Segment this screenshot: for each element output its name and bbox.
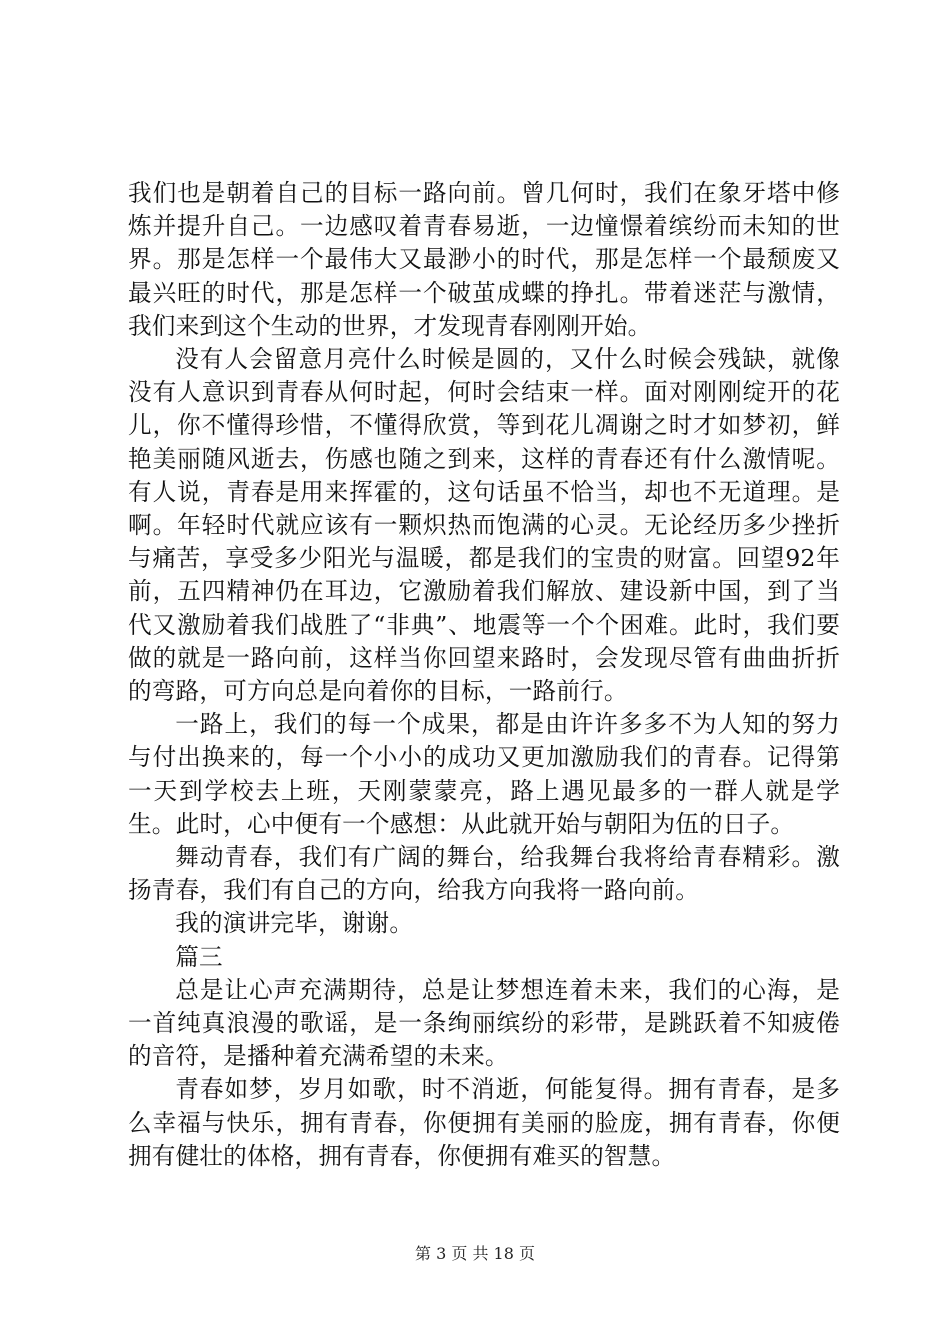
paragraph-5: 我的演讲完毕，谢谢。 [175,909,414,938]
paragraph-2: 没有人会留意月亮什么时候是圆的，又什么时候会残缺，就像没有人意识到青春从何时起，何时会结束一样。面对刚刚绽开的花儿，你不懂得珍惜，不懂得欣赏，等到花儿凋谢之时才如梦初，鲜艳美丽随风逝去，伤感也随之到来，这样的青春还有什么激情呢。有人说，青春是用来挥霍的，这句话虽不恰当，却也不无道理。是啊。年轻时代就应该有一颗炽热而饱满的心灵。无论经历多少挫折与痛苦，享受多少阳光与温暖，都是我们的宝贵的财富。回望92年前，五四精神仍在耳边，它激励着我们解放、建设新中国，到了当代又激励着我们战胜了“非典”、地震等一个个困难。此时，我们要做的就是一路向前，这样当你回望来路时，会发现尽管有曲曲折折的弯路，可方向总是向着你的目标，一路前行。 [128,345,840,706]
paragraph-3: 一路上，我们的每一个成果，都是由许许多多不为人知的努力与付出换来的，每一个小小的成功又更加激励我们的青春。记得第一天到学校去上班，天刚蒙蒙亮，路上遇见最多的一群人就是学生。此时，心中便有一个感想：从此就开始与朝阳为伍的日子。 [128,710,840,838]
page-footer: 第 3 页 共 18 页 [415,1244,535,1263]
paragraph-4: 舞动青春，我们有广阔的舞台，给我舞台我将给青春精彩。激扬青春，我们有自己的方向，给我方向我将一路向前。 [128,843,840,905]
section-heading: 篇三 [175,942,223,971]
paragraph-6: 总是让心声充满期待，总是让梦想连着未来，我们的心海，是一首纯真浪漫的歌谣，是一条绚丽缤纷的彩带，是跳跃着不知疲倦的音符，是播种着充满希望的未来。 [128,975,840,1071]
paragraph-1: 我们也是朝着自己的目标一路向前。曾几何时，我们在象牙塔中修炼并提升自己。一边感叹着青春易逝，一边憧憬着缤纷而未知的世界。那是怎样一个最伟大又最渺小的时代，那是怎样一个最颓废又最兴旺的时代，那是怎样一个破茧成蝶的挣扎。带着迷茫与激情，我们来到这个生动的世界，才发现青春刚刚开始。 [128,179,840,340]
document-body [128,177,840,1173]
paragraph-7: 青春如梦，岁月如歌，时不消逝，何能复得。拥有青春，是多么幸福与快乐，拥有青春，你便拥有美丽的脸庞，拥有青春，你便拥有健壮的体格，拥有青春，你便拥有难买的智慧。 [128,1075,840,1170]
